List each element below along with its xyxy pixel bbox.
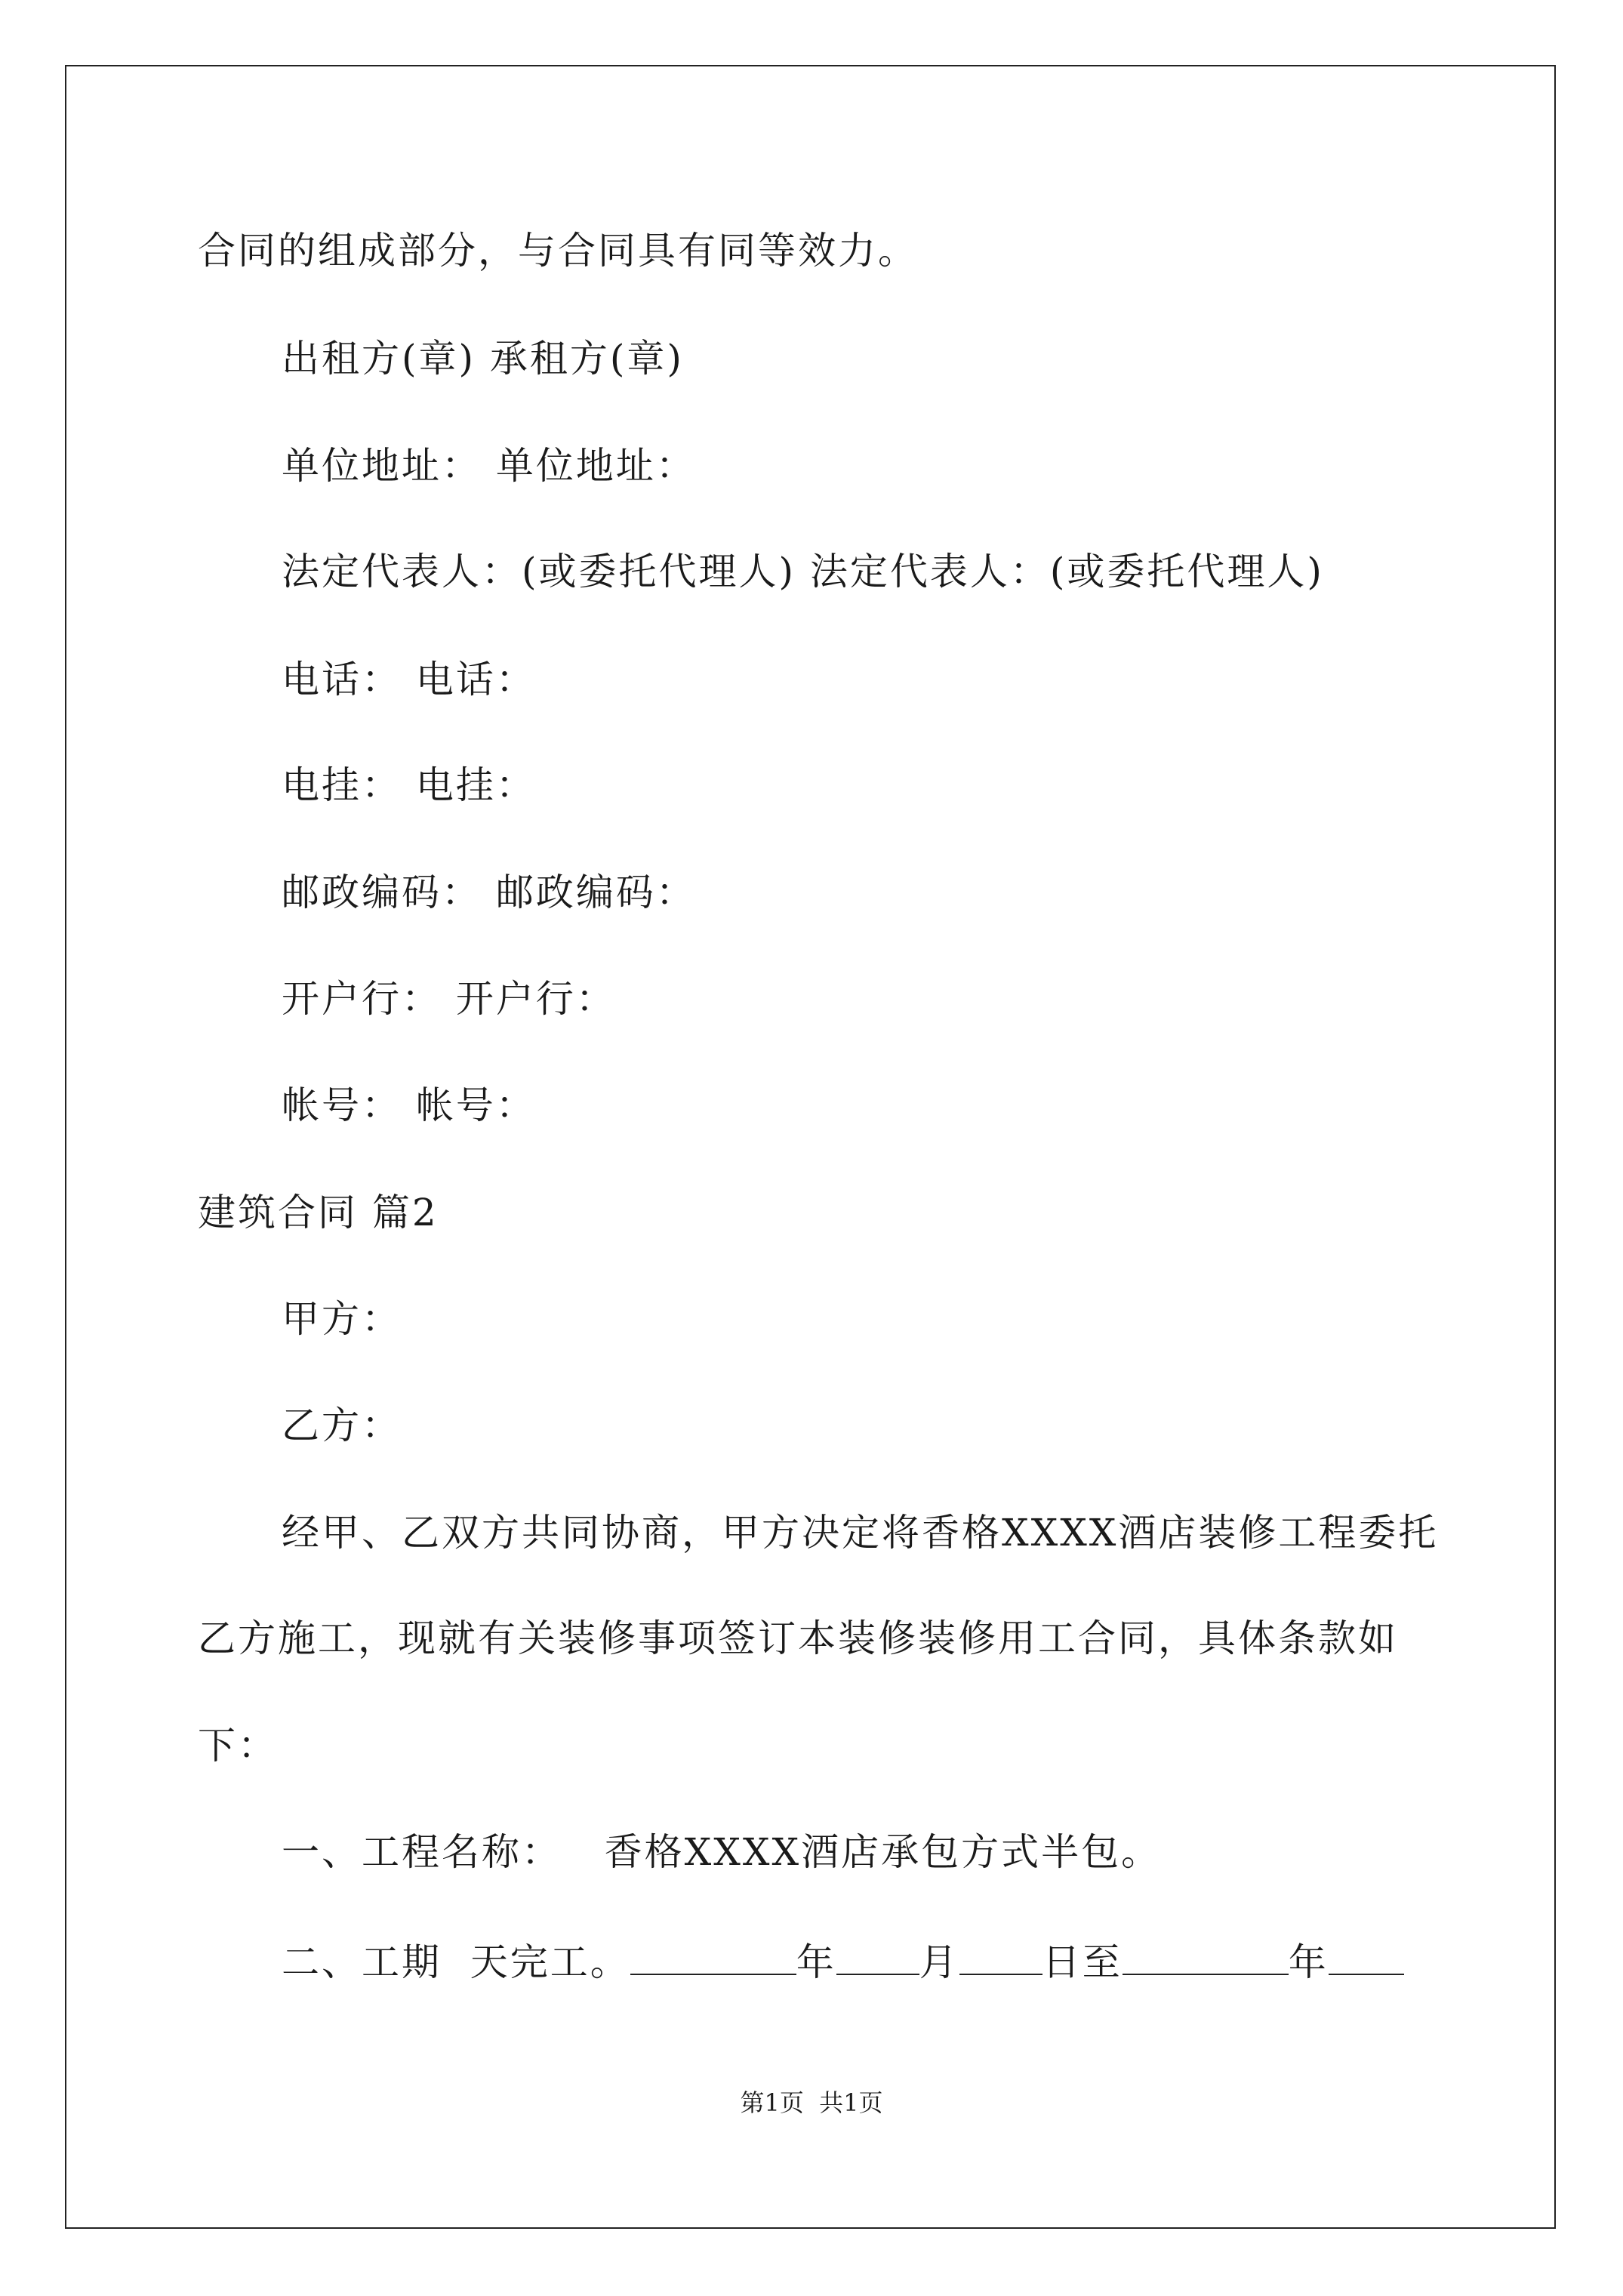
body-line-1: 合同的组成部分，与合同具有同等效力。 [198, 229, 918, 273]
postal-code-line: 邮政编码： 邮政编码： [282, 871, 696, 914]
month-blank[interactable] [836, 1936, 919, 1975]
paragraph-line-2: 乙方施工，现就有关装修事项签订本装修装修用工合同，具体条款如 [198, 1616, 1398, 1660]
schedule-line [282, 1936, 1404, 1985]
project-name-line: 一、工程名称： 香格XXXX酒店承包方式半包。 [282, 1830, 1162, 1874]
party-b-line: 乙方： [282, 1404, 402, 1447]
month-label: 月 [919, 1940, 959, 1984]
party-a-line: 甲方： [282, 1297, 402, 1341]
day-blank[interactable] [959, 1936, 1042, 1975]
trailing-blank[interactable] [1329, 1936, 1404, 1975]
year-label-2: 年 [1288, 1940, 1329, 1984]
year-blank-1[interactable] [630, 1936, 796, 1975]
legal-representative-line: 法定代表人：(或委托代理人) 法定代表人：(或委托代理人) [282, 550, 1324, 593]
address-line: 单位地址： 单位地址： [282, 444, 696, 488]
phone-line: 电话： 电话： [282, 658, 536, 701]
telegraph-line: 电挂： 电挂： [282, 763, 536, 807]
bank-line: 开户行： 开户行： [282, 977, 616, 1021]
year-label-1: 年 [796, 1940, 836, 1984]
paragraph-line-3: 下： [198, 1724, 278, 1767]
page-footer: 第1页 共1页 [740, 2088, 883, 2117]
day-to-label: 日至 [1042, 1940, 1123, 1984]
signature-header-line: 出租方(章) 承租方(章) [282, 337, 684, 381]
section-heading: 建筑合同 篇2 [198, 1191, 439, 1234]
year-blank-2[interactable] [1123, 1936, 1289, 1975]
schedule-prefix: 二、工期 天完工。 [282, 1940, 630, 1984]
page-border [65, 65, 1556, 2229]
account-line: 帐号： 帐号： [282, 1083, 536, 1127]
paragraph-line-1: 经甲、乙双方共同协商，甲方决定将香格XXXX酒店装修工程委托 [282, 1511, 1439, 1555]
